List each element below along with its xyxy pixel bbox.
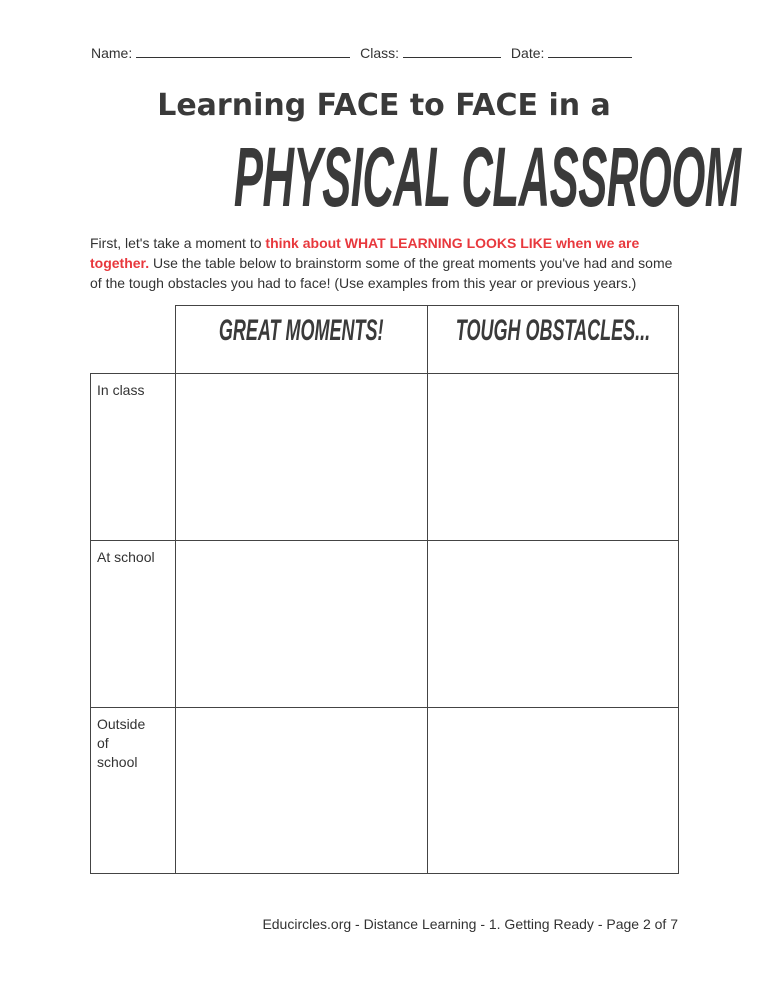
cell-outside-great-moments[interactable]	[175, 707, 428, 874]
cell-at-school-great-moments[interactable]	[175, 540, 428, 708]
intro-paragraph	[90, 233, 680, 293]
name-field[interactable]	[136, 45, 350, 58]
title-line-2: PHYSICAL CLASSROOM	[233, 130, 741, 224]
column-header-great-moments	[175, 305, 428, 374]
row-label-outside-of-school	[90, 707, 176, 874]
column-header-text: GREAT MOMENTS!	[219, 314, 384, 347]
intro-highlight: think about WHAT LEARNING LOOKS LIKE when we are together.	[90, 235, 640, 271]
student-info-header	[91, 45, 638, 61]
row-label-text: In class	[97, 382, 145, 398]
page-footer: Educircles.org - Distance Learning - 1. Getting Ready - Page 2 of 7	[262, 916, 678, 932]
intro-text-rest: Use the table below to brainstorm some of the great moments you've had and some of the tough obstacles you had to face! (Use examples from this year or previous years.)	[90, 255, 673, 291]
intro-text: First, let's take a moment to	[90, 235, 266, 251]
column-header-text: TOUGH OBSTACLES...	[455, 314, 651, 347]
cell-in-class-tough-obstacles[interactable]	[427, 373, 679, 541]
row-label-text: At school	[97, 549, 155, 565]
class-field[interactable]	[403, 45, 501, 58]
date-field[interactable]	[548, 45, 632, 58]
date-label: Date:	[510, 45, 545, 61]
row-label-at-school	[90, 540, 176, 708]
class-label: Class:	[360, 45, 400, 61]
cell-in-class-great-moments[interactable]	[175, 373, 428, 541]
row-label-in-class	[90, 373, 176, 541]
column-header-tough-obstacles	[427, 305, 679, 374]
name-label: Name:	[91, 45, 133, 61]
row-label-text: Outside of school	[97, 716, 146, 770]
cell-at-school-tough-obstacles[interactable]	[427, 540, 679, 708]
cell-outside-tough-obstacles[interactable]	[427, 707, 679, 874]
title-line-1: Learning FACE to FACE in a	[157, 88, 611, 123]
